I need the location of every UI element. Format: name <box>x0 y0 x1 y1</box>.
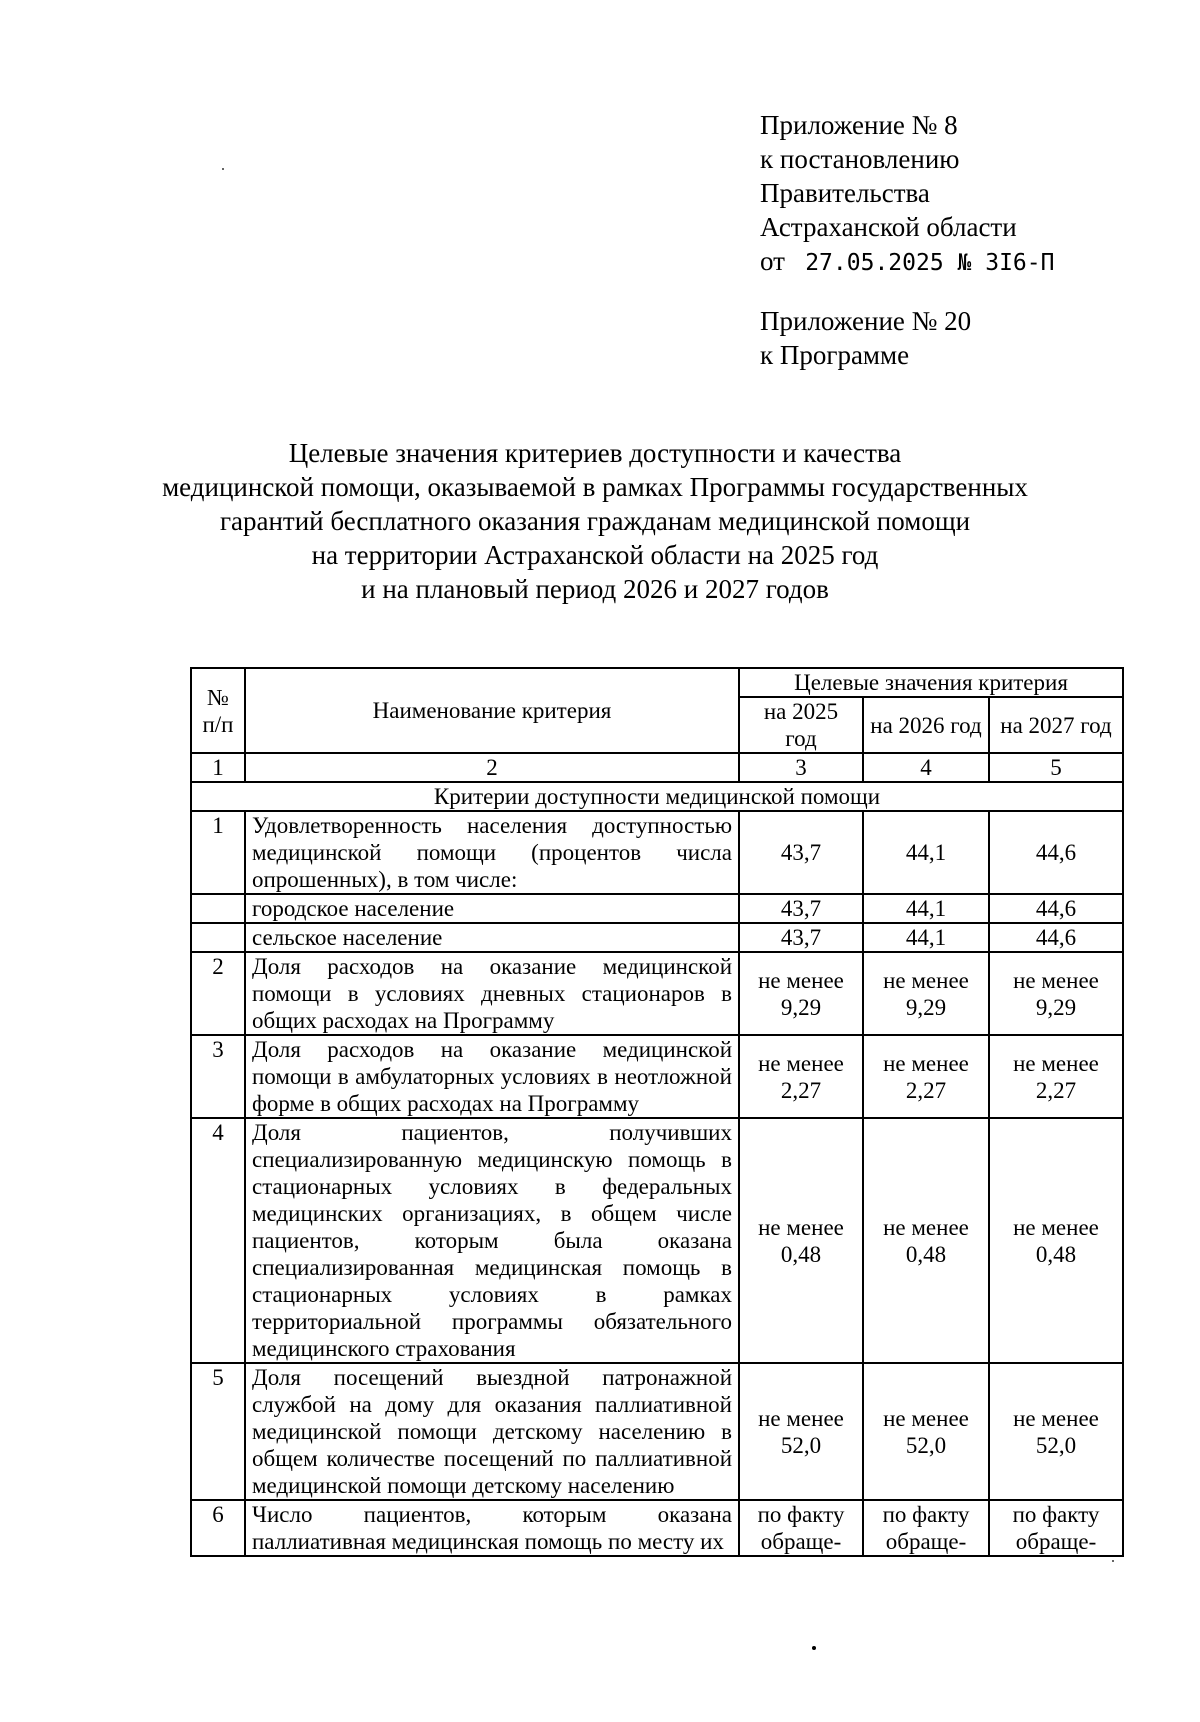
row-value-2025: по факту обраще- <box>739 1500 863 1556</box>
row-value-2025: не менее 9,29 <box>739 952 863 1035</box>
row-value-2026: 44,1 <box>863 923 989 952</box>
row-name: Число пациентов, которым оказана паллиативная медицинская помощь по месту их <box>245 1500 739 1556</box>
header-target-group: Целевые значения критерия <box>739 668 1123 697</box>
row-value-2026: по факту обраще- <box>863 1500 989 1556</box>
section-heading: Критерии доступности медицинской помощи <box>191 782 1123 811</box>
row-value-2026: 44,1 <box>863 894 989 923</box>
row-num: 5 <box>191 1363 245 1500</box>
row-value-2026: не менее 9,29 <box>863 952 989 1035</box>
row-value-2026: не менее 2,27 <box>863 1035 989 1118</box>
row-num: 6 <box>191 1500 245 1556</box>
row-value-2026: не менее 52,0 <box>863 1363 989 1500</box>
row-value-2027: 44,6 <box>989 923 1123 952</box>
table-row <box>191 1363 1123 1500</box>
appendix-date-line <box>760 244 1180 280</box>
row-value-2025: 43,7 <box>739 923 863 952</box>
header-name: Наименование критерия <box>245 668 739 753</box>
row-value-2027: не менее 0,48 <box>989 1118 1123 1363</box>
row-num: 4 <box>191 1118 245 1363</box>
appendix-line: Приложение № 20 <box>760 306 972 336</box>
row-name: Доля посещений выездной патронажной службой на дому для оказания паллиативной медицинской помощи детскому населению в общем количестве посещений по паллиативной медицинской помощи детскому населению <box>245 1363 739 1500</box>
row-value-2025: не менее 0,48 <box>739 1118 863 1363</box>
row-value-2027: по факту обраще- <box>989 1500 1123 1556</box>
header-num: № п/п <box>191 668 245 753</box>
table-row <box>191 1118 1123 1363</box>
header-year-2025: на 2025 год <box>739 697 863 753</box>
scan-speck <box>812 1646 816 1650</box>
row-value-2026: 44,1 <box>863 811 989 894</box>
header-year-2026: на 2026 год <box>863 697 989 753</box>
row-value-2027: 44,6 <box>989 894 1123 923</box>
row-value-2025: не менее 52,0 <box>739 1363 863 1500</box>
row-value-2025: не менее 2,27 <box>739 1035 863 1118</box>
header-year-2027: на 2027 год <box>989 697 1123 753</box>
date-prefix: от <box>760 246 785 276</box>
table-row <box>191 923 1123 952</box>
index-cell: 4 <box>863 753 989 782</box>
row-value-2027: не менее 52,0 <box>989 1363 1123 1500</box>
table-row <box>191 811 1123 894</box>
index-cell: 3 <box>739 753 863 782</box>
appendix-line: к Программе <box>760 340 910 370</box>
row-num: 3 <box>191 1035 245 1118</box>
title-line: Целевые значения критериев доступности и качества <box>288 438 902 468</box>
table-row <box>191 894 1123 923</box>
table-row <box>191 952 1123 1035</box>
index-cell: 5 <box>989 753 1123 782</box>
criteria-table <box>190 667 1124 1557</box>
row-value-2025: 43,7 <box>739 894 863 923</box>
row-value-2025: 43,7 <box>739 811 863 894</box>
index-row <box>191 753 1123 782</box>
table-row <box>191 1035 1123 1118</box>
row-name: Доля пациентов, получивших специализированную медицинскую помощь в стационарных условиях в федеральных медицинских организациях, в общем числе пациентов, которым была оказана специализированная медицинская помощь в стационарных условиях в рамках территориальной программы обязательного медицинского страхования <box>245 1118 739 1363</box>
index-cell: 2 <box>245 753 739 782</box>
scan-speck <box>1112 1560 1114 1562</box>
scan-speck <box>222 168 224 170</box>
row-name: Доля расходов на оказание медицинской помощи в условиях дневных стационаров в общих расходах на Программу <box>245 952 739 1035</box>
appendix-block <box>760 108 1180 372</box>
row-value-2027: не менее 2,27 <box>989 1035 1123 1118</box>
title-line: гарантий бесплатного оказания гражданам медицинской помощи <box>219 506 971 536</box>
row-name: Доля расходов на оказание медицинской помощи в амбулаторных условиях в неотложной форме в общих расходах на Программу <box>245 1035 739 1118</box>
row-name: Удовлетворенность населения доступностью медицинской помощи (процентов числа опрошенных), в том числе: <box>245 811 739 894</box>
appendix-line: Правительства <box>760 178 930 208</box>
row-value-2027: не менее 9,29 <box>989 952 1123 1035</box>
table-row <box>191 1500 1123 1556</box>
appendix-line: Астраханской области <box>760 212 1017 242</box>
row-num <box>191 923 245 952</box>
row-num: 1 <box>191 811 245 894</box>
row-num <box>191 894 245 923</box>
row-num: 2 <box>191 952 245 1035</box>
appendix-line: к постановлению <box>760 144 960 174</box>
title-line: на территории Астраханской области на 2025 год <box>311 540 879 570</box>
row-name: сельское население <box>245 923 739 952</box>
date-value: 27.05.2025 № 3I6-П <box>805 250 1055 276</box>
row-value-2027: 44,6 <box>989 811 1123 894</box>
index-cell: 1 <box>191 753 245 782</box>
title-line: медицинской помощи, оказываемой в рамках Программы государственных <box>162 472 1028 502</box>
document-title <box>150 436 1040 606</box>
appendix-line: Приложение № 8 <box>760 110 958 140</box>
title-line: и на плановый период 2026 и 2027 годов <box>361 574 829 604</box>
row-name: городское население <box>245 894 739 923</box>
row-value-2026: не менее 0,48 <box>863 1118 989 1363</box>
